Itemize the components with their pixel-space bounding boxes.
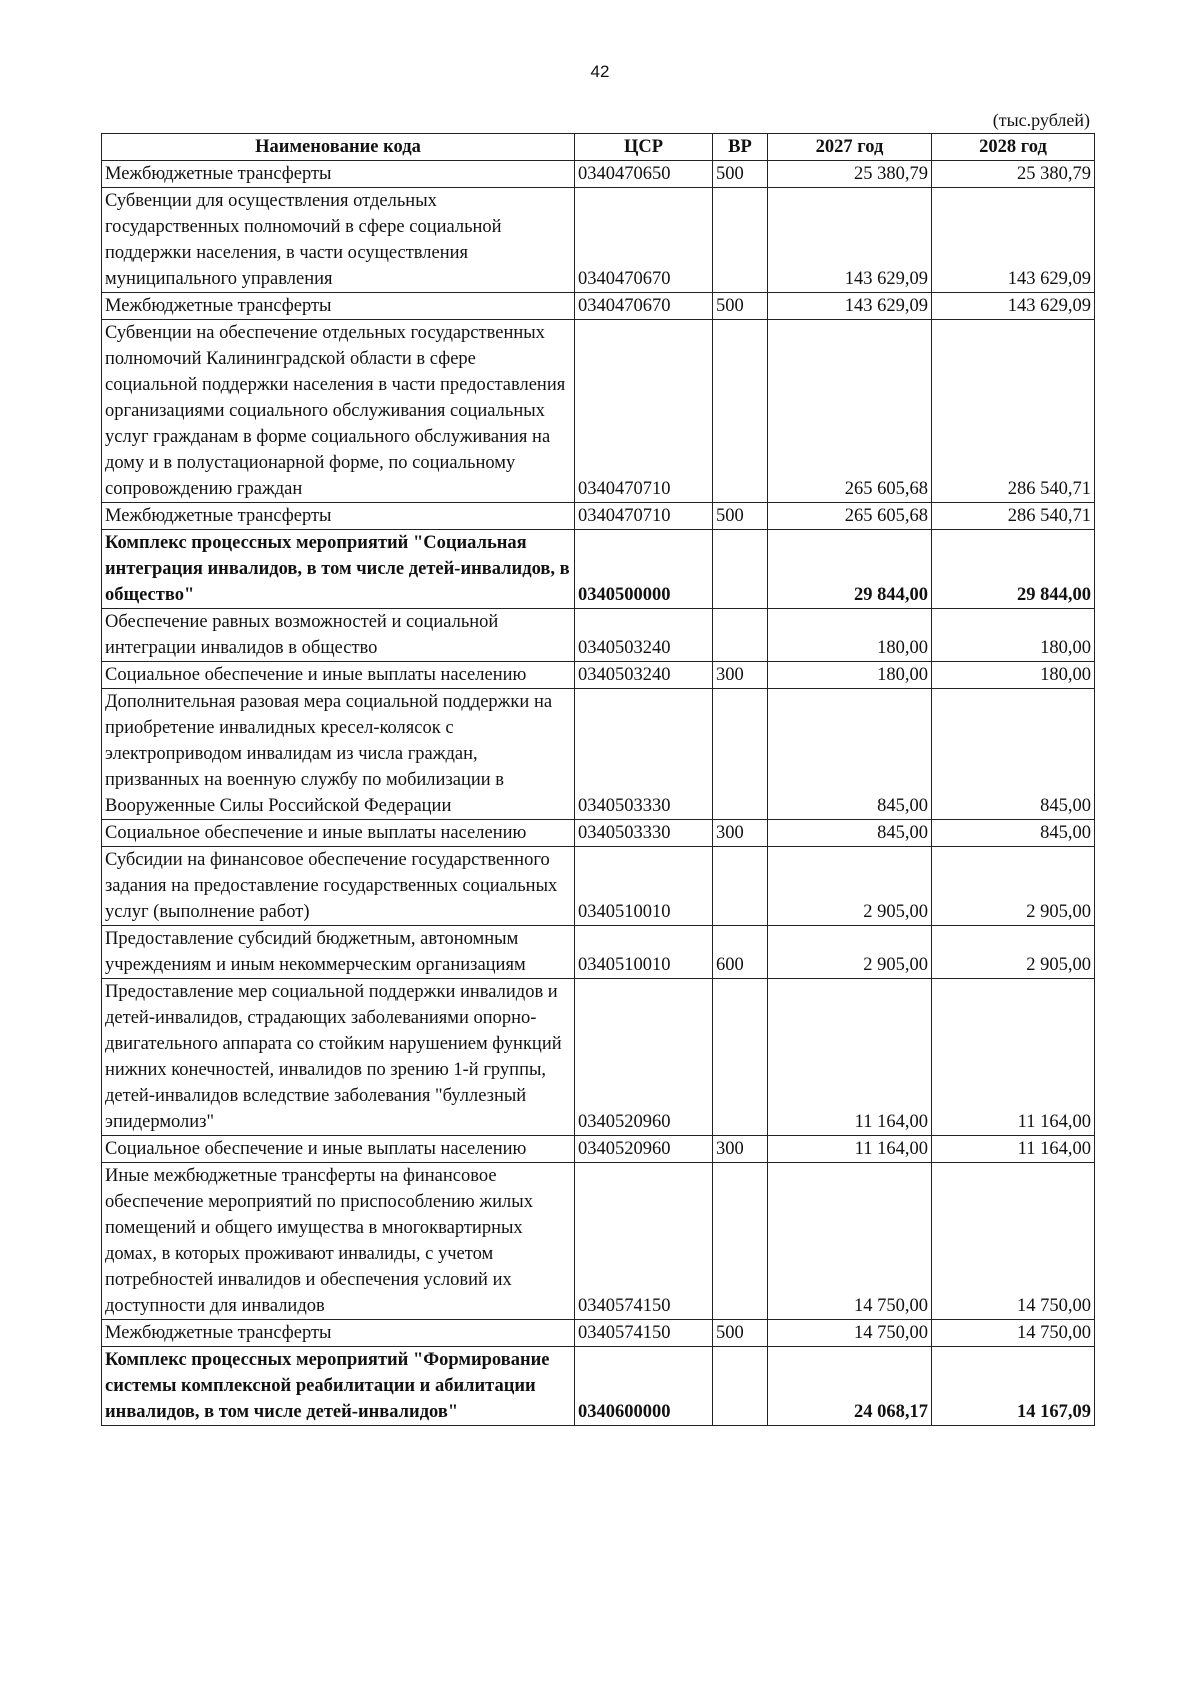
cell-name: Межбюджетные трансферты bbox=[102, 1320, 575, 1347]
table-row bbox=[102, 503, 1095, 530]
cell-csr: 0340510010 bbox=[575, 847, 713, 926]
cell-name: Социальное обеспечение и иные выплаты населению bbox=[102, 662, 575, 689]
cell-csr: 0340520960 bbox=[575, 979, 713, 1136]
cell-2027: 25 380,79 bbox=[768, 161, 932, 188]
table-row bbox=[102, 847, 1095, 926]
cell-2027: 14 750,00 bbox=[768, 1163, 932, 1320]
cell-2027: 14 750,00 bbox=[768, 1320, 932, 1347]
cell-2027: 24 068,17 bbox=[768, 1347, 932, 1426]
cell-csr: 0340470650 bbox=[575, 161, 713, 188]
cell-csr: 0340470710 bbox=[575, 320, 713, 503]
cell-2028: 29 844,00 bbox=[932, 530, 1095, 609]
cell-name: Дополнительная разовая мера социальной поддержки на приобретение инвалидных кресел-колясок с электроприводом инвалидам из числа граждан, призванных на военную службу по мобилизации в Вооруженные Силы Российской Федерации bbox=[102, 689, 575, 820]
cell-name: Межбюджетные трансферты bbox=[102, 293, 575, 320]
table-row bbox=[102, 530, 1095, 609]
table-row bbox=[102, 689, 1095, 820]
cell-2027: 265 605,68 bbox=[768, 503, 932, 530]
cell-vr bbox=[713, 1347, 768, 1426]
cell-2027: 143 629,09 bbox=[768, 293, 932, 320]
cell-csr: 0340574150 bbox=[575, 1320, 713, 1347]
header-vr: ВР bbox=[713, 134, 768, 161]
cell-csr: 0340470710 bbox=[575, 503, 713, 530]
cell-2027: 180,00 bbox=[768, 609, 932, 662]
cell-2028: 14 750,00 bbox=[932, 1163, 1095, 1320]
table-row bbox=[102, 293, 1095, 320]
cell-2027: 845,00 bbox=[768, 820, 932, 847]
table-row bbox=[102, 1136, 1095, 1163]
table-row bbox=[102, 188, 1095, 293]
cell-name: Социальное обеспечение и иные выплаты населению bbox=[102, 1136, 575, 1163]
cell-2027: 845,00 bbox=[768, 689, 932, 820]
cell-2027: 29 844,00 bbox=[768, 530, 932, 609]
cell-2028: 2 905,00 bbox=[932, 847, 1095, 926]
cell-2028: 143 629,09 bbox=[932, 293, 1095, 320]
header-csr: ЦСР bbox=[575, 134, 713, 161]
table-body bbox=[102, 161, 1095, 1426]
cell-vr bbox=[713, 320, 768, 503]
cell-2028: 286 540,71 bbox=[932, 320, 1095, 503]
cell-2028: 25 380,79 bbox=[932, 161, 1095, 188]
cell-csr: 0340520960 bbox=[575, 1136, 713, 1163]
budget-table bbox=[101, 133, 1095, 1426]
cell-csr: 0340510010 bbox=[575, 926, 713, 979]
cell-2027: 2 905,00 bbox=[768, 926, 932, 979]
header-2027: 2027 год bbox=[768, 134, 932, 161]
cell-name: Субсидии на финансовое обеспечение государственного задания на предоставление государственных социальных услуг (выполнение работ) bbox=[102, 847, 575, 926]
table-row bbox=[102, 926, 1095, 979]
cell-name: Субвенции для осуществления отдельных государственных полномочий в сфере социальной поддержки населения, в части осуществления муниципального управления bbox=[102, 188, 575, 293]
cell-2028: 845,00 bbox=[932, 689, 1095, 820]
units-label: (тыс.рублей) bbox=[992, 110, 1090, 130]
cell-vr bbox=[713, 689, 768, 820]
table-row bbox=[102, 609, 1095, 662]
cell-csr: 0340503330 bbox=[575, 689, 713, 820]
cell-name: Субвенции на обеспечение отдельных государственных полномочий Калининградской области в сфере социальной поддержки населения в части предоставления организациями социального обслуживания социальных услуг гражданам в форме социального обслуживания на дому и в полустационарной форме, по социальному сопровождению граждан bbox=[102, 320, 575, 503]
cell-vr: 500 bbox=[713, 161, 768, 188]
cell-2028: 11 164,00 bbox=[932, 1136, 1095, 1163]
cell-2027: 11 164,00 bbox=[768, 1136, 932, 1163]
cell-2027: 143 629,09 bbox=[768, 188, 932, 293]
table-row bbox=[102, 820, 1095, 847]
cell-vr: 500 bbox=[713, 1320, 768, 1347]
cell-csr: 0340500000 bbox=[575, 530, 713, 609]
cell-2028: 143 629,09 bbox=[932, 188, 1095, 293]
cell-2027: 265 605,68 bbox=[768, 320, 932, 503]
cell-csr: 0340574150 bbox=[575, 1163, 713, 1320]
cell-vr: 300 bbox=[713, 662, 768, 689]
cell-2027: 180,00 bbox=[768, 662, 932, 689]
cell-vr bbox=[713, 609, 768, 662]
cell-vr: 500 bbox=[713, 503, 768, 530]
cell-csr: 0340503330 bbox=[575, 820, 713, 847]
cell-vr: 600 bbox=[713, 926, 768, 979]
cell-2028: 845,00 bbox=[932, 820, 1095, 847]
cell-vr bbox=[713, 530, 768, 609]
header-2028: 2028 год bbox=[932, 134, 1095, 161]
cell-2028: 180,00 bbox=[932, 609, 1095, 662]
table-row bbox=[102, 1320, 1095, 1347]
cell-name: Комплекс процессных мероприятий "Социальная интеграция инвалидов, в том числе детей-инвалидов, в общество" bbox=[102, 530, 575, 609]
cell-2028: 180,00 bbox=[932, 662, 1095, 689]
header-name: Наименование кода bbox=[102, 134, 575, 161]
cell-csr: 0340503240 bbox=[575, 609, 713, 662]
cell-vr bbox=[713, 188, 768, 293]
header-row bbox=[102, 134, 1095, 161]
cell-vr bbox=[713, 1163, 768, 1320]
cell-vr bbox=[713, 979, 768, 1136]
cell-2027: 11 164,00 bbox=[768, 979, 932, 1136]
cell-csr: 0340600000 bbox=[575, 1347, 713, 1426]
cell-2028: 2 905,00 bbox=[932, 926, 1095, 979]
cell-csr: 0340470670 bbox=[575, 188, 713, 293]
table-row bbox=[102, 320, 1095, 503]
cell-2028: 11 164,00 bbox=[932, 979, 1095, 1136]
cell-name: Межбюджетные трансферты bbox=[102, 503, 575, 530]
page-number: 42 bbox=[590, 62, 610, 81]
cell-name: Обеспечение равных возможностей и социальной интеграции инвалидов в общество bbox=[102, 609, 575, 662]
cell-2028: 286 540,71 bbox=[932, 503, 1095, 530]
cell-2028: 14 750,00 bbox=[932, 1320, 1095, 1347]
cell-name: Межбюджетные трансферты bbox=[102, 161, 575, 188]
table-row bbox=[102, 1347, 1095, 1426]
table-row bbox=[102, 979, 1095, 1136]
cell-name: Комплекс процессных мероприятий "Формирование системы комплексной реабилитации и абилитации инвалидов, в том числе детей-инвалидов" bbox=[102, 1347, 575, 1426]
cell-vr: 500 bbox=[713, 293, 768, 320]
cell-vr: 300 bbox=[713, 820, 768, 847]
cell-name: Предоставление мер социальной поддержки инвалидов и детей-инвалидов, страдающих заболеваниями опорно-двигательного аппарата со стойким нарушением функций нижних конечностей, инвалидов по зрению 1-й группы, детей-инвалидов вследствие заболевания "буллезный эпидермолиз" bbox=[102, 979, 575, 1136]
cell-name: Предоставление субсидий бюджетным, автономным учреждениям и иным некоммерческим организациям bbox=[102, 926, 575, 979]
cell-2028: 14 167,09 bbox=[932, 1347, 1095, 1426]
cell-vr bbox=[713, 847, 768, 926]
cell-name: Иные межбюджетные трансферты на финансовое обеспечение мероприятий по приспособлению жилых помещений и общего имущества в многоквартирных домах, в которых проживают инвалиды, с учетом потребностей инвалидов и обеспечения условий их доступности для инвалидов bbox=[102, 1163, 575, 1320]
cell-csr: 0340503240 bbox=[575, 662, 713, 689]
table-row bbox=[102, 1163, 1095, 1320]
cell-csr: 0340470670 bbox=[575, 293, 713, 320]
cell-name: Социальное обеспечение и иные выплаты населению bbox=[102, 820, 575, 847]
cell-2027: 2 905,00 bbox=[768, 847, 932, 926]
table-row bbox=[102, 662, 1095, 689]
cell-vr: 300 bbox=[713, 1136, 768, 1163]
table-row bbox=[102, 161, 1095, 188]
